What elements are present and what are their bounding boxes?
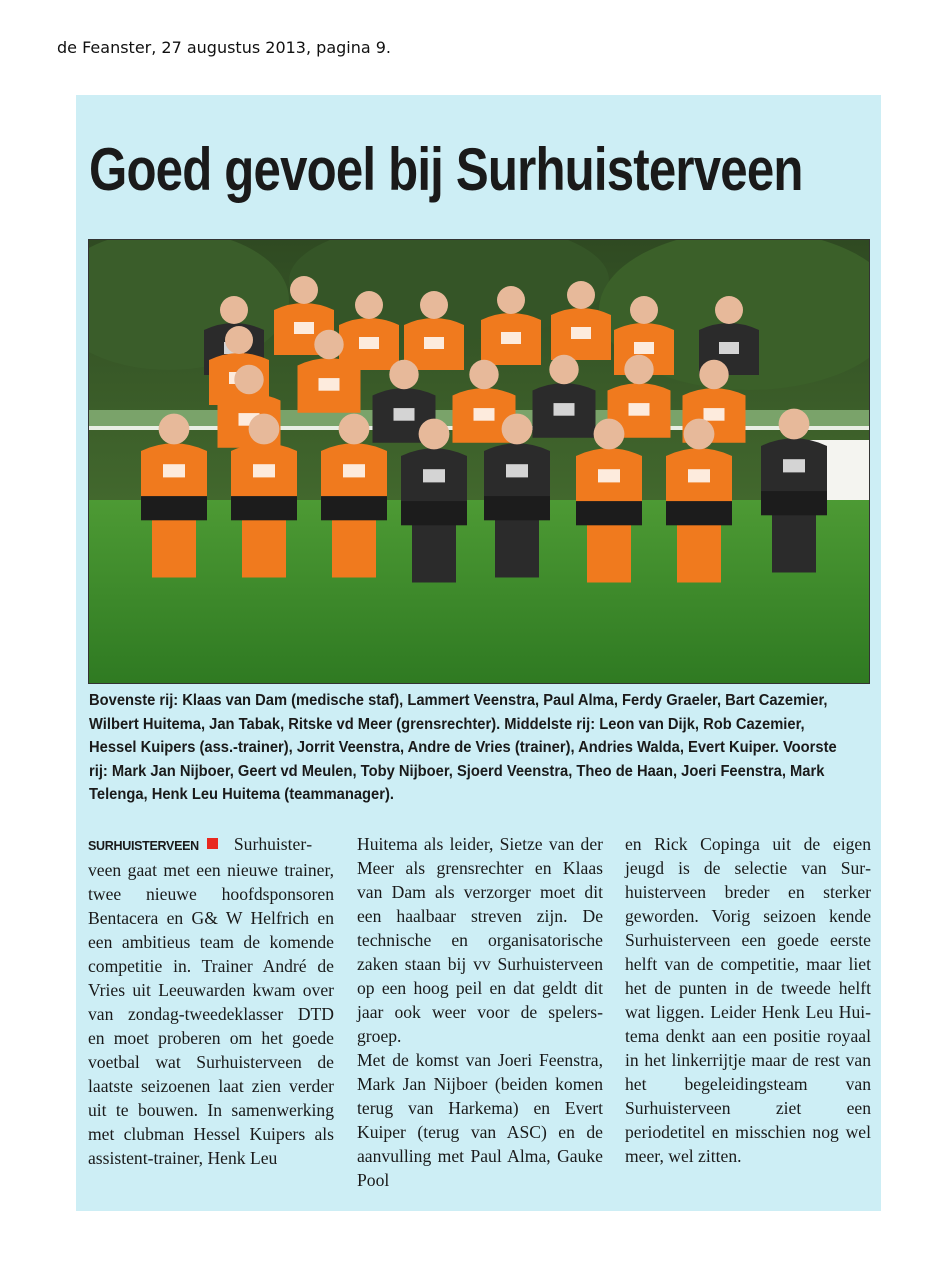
photo-caption: Bovenste rij: Klaas van Dam (medische staf), Lammert Veenstra, Paul Alma, Ferdy Graeler, Bart Cazemier, Wilbert Huitema, Jan Tabak, Ritske vd Meer (grensrechter). Middelste rij: Leon van Dijk, Rob Cazemier, Hessel Kuipers (ass.-trainer), Jorrit Veenstra, Andre de Vries (trainer), Andries Walda, Evert Kuiper. Voorste rij: Mark Jan Nijboer, Geert vd Meulen, Toby Nijboer, Sjoerd Veenstra, Theo de Haan, Joeri Feenstra, Mark Telenga, Henk Leu Huitema (teammanager). [89, 692, 837, 804]
column-2-paragraph-1: Huitema als leider, Sietze van der Meer als grensrechter en Klaas van Dam als verzorger moet dit een haalbaar streven zijn. De technische en organisatorische zaken staan bij vv Surhuisterveen op een hoog peil en dat geldt dit jaar ook weer voor de spelersgroep. [357, 834, 603, 1046]
article-column-2 [357, 832, 603, 1192]
dateline: SURHUISTERVEEN [88, 839, 199, 853]
article [76, 95, 881, 1211]
column-3-text: en Rick Copinga uit de eigen jeugd is de selectie van Surhuisterveen breder en sterker geworden. Vorig seizoen kende Surhuisterveen een goede eerste helft van de competitie, maar liet het de punten in de tweede helft wat liggen. Leider Henk Leu Huitema denkt aan een positie royaal in het linkerrijtje maar de rest van het begeleidingsteam van Surhuisterveen ziet een periodetitel en misschien nog wel meer, wel zitten. [625, 834, 871, 1166]
column-2-paragraph-2: Met de komst van Joeri Feenstra, Mark Jan Nijboer (beiden komen terug van Harkema) en Evert Kuiper (terug van ASC) en de aanvulling met Paul Alma, Gauke Pool [357, 1050, 603, 1190]
article-column-3 [625, 832, 871, 1168]
headline: Goed gevoel bij Surhuisterveen [89, 136, 803, 203]
team-photo [88, 239, 870, 684]
column-1-text: Surhuisterveen gaat met een nieuwe trainer, twee nieuwe hoofdsponsoren Bentacera en G& W Helfrich en een ambitieus team de komende competitie in. Trainer André de Vries uit Leeuwarden kwam over van zondag-tweedeklasser DTD en moet proberen om het goede voetbal wat Surhuisterveen de laatste seizoenen laat zien verder uit te bouwen. In samenwerking met clubman Hessel Kuipers als assistent-trainer, Henk Leu [88, 834, 334, 1168]
article-column-1 [88, 832, 334, 1170]
source-line: de Feanster, 27 augustus 2013, pagina 9. [57, 38, 392, 57]
dateline-bullet [207, 838, 218, 849]
